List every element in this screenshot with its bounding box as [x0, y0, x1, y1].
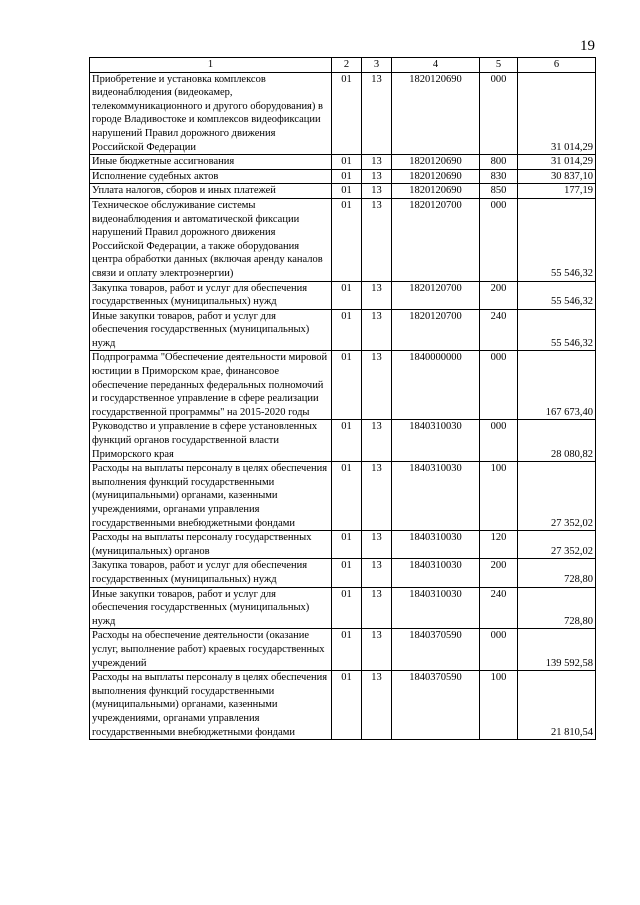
row-code-cell: 01 — [332, 72, 362, 155]
row-amount-cell: 55 546,32 — [518, 309, 596, 351]
header-cell: 2 — [332, 58, 362, 73]
row-code-cell: 000 — [480, 72, 518, 155]
table-row — [90, 198, 596, 281]
header-cell: 5 — [480, 58, 518, 73]
header-row — [90, 58, 596, 73]
table-row — [90, 420, 596, 462]
table-row — [90, 309, 596, 351]
table-row — [90, 72, 596, 155]
row-name-cell: Расходы на выплаты персоналу в целях обеспечения выполнения функций государственными (муниципальными) органами, казенными учреждениями, органами управления государственными внебюджетными фондами — [90, 671, 332, 740]
row-code-cell: 1840370590 — [392, 671, 480, 740]
row-amount-cell: 139 592,58 — [518, 629, 596, 671]
row-code-cell: 13 — [362, 671, 392, 740]
row-code-cell: 13 — [362, 351, 392, 420]
row-name-cell: Уплата налогов, сборов и иных платежей — [90, 184, 332, 199]
table-row — [90, 629, 596, 671]
row-name-cell: Иные закупки товаров, работ и услуг для обеспечения государственных (муниципальных) нужд — [90, 309, 332, 351]
row-code-cell: 800 — [480, 155, 518, 170]
row-code-cell: 01 — [332, 420, 362, 462]
table-row — [90, 462, 596, 531]
page-number: 19 — [580, 38, 595, 54]
row-code-cell: 100 — [480, 462, 518, 531]
header-cell: 1 — [90, 58, 332, 73]
row-code-cell: 01 — [332, 184, 362, 199]
row-code-cell: 1820120690 — [392, 155, 480, 170]
row-code-cell: 1820120690 — [392, 72, 480, 155]
row-code-cell: 01 — [332, 309, 362, 351]
row-code-cell: 1820120700 — [392, 309, 480, 351]
row-amount-cell: 728,80 — [518, 587, 596, 629]
row-code-cell: 850 — [480, 184, 518, 199]
row-code-cell: 13 — [362, 587, 392, 629]
table-row — [90, 671, 596, 740]
row-code-cell: 13 — [362, 155, 392, 170]
row-code-cell: 13 — [362, 629, 392, 671]
row-amount-cell: 177,19 — [518, 184, 596, 199]
table-row — [90, 587, 596, 629]
row-name-cell: Иные закупки товаров, работ и услуг для обеспечения государственных (муниципальных) нужд — [90, 587, 332, 629]
row-code-cell: 100 — [480, 671, 518, 740]
row-amount-cell: 27 352,02 — [518, 462, 596, 531]
row-code-cell: 000 — [480, 198, 518, 281]
row-code-cell: 01 — [332, 281, 362, 309]
row-code-cell: 1820120700 — [392, 281, 480, 309]
row-code-cell: 1840310030 — [392, 587, 480, 629]
row-name-cell: Закупка товаров, работ и услуг для обеспечения государственных (муниципальных) нужд — [90, 281, 332, 309]
row-code-cell: 13 — [362, 531, 392, 559]
row-code-cell: 01 — [332, 587, 362, 629]
row-code-cell: 01 — [332, 169, 362, 184]
row-code-cell: 01 — [332, 559, 362, 587]
row-code-cell: 1840310030 — [392, 420, 480, 462]
row-code-cell: 240 — [480, 309, 518, 351]
row-name-cell: Иные бюджетные ассигнования — [90, 155, 332, 170]
row-name-cell: Техническое обслуживание системы видеонаблюдения и автоматической фиксации нарушений Правил дорожного движения Российской Федерации, а также оборудования центра обработки данных (включая аренду каналов связи и оплату электроэнергии) — [90, 198, 332, 281]
row-code-cell: 01 — [332, 155, 362, 170]
table-row — [90, 281, 596, 309]
row-code-cell: 13 — [362, 559, 392, 587]
row-code-cell: 13 — [362, 281, 392, 309]
table-row — [90, 155, 596, 170]
row-code-cell: 01 — [332, 531, 362, 559]
row-amount-cell: 55 546,32 — [518, 281, 596, 309]
row-name-cell: Руководство и управление в сфере установленных функций органов государственной власти Приморского края — [90, 420, 332, 462]
row-code-cell: 01 — [332, 671, 362, 740]
row-name-cell: Закупка товаров, работ и услуг для обеспечения государственных (муниципальных) нужд — [90, 559, 332, 587]
row-code-cell: 120 — [480, 531, 518, 559]
row-code-cell: 200 — [480, 559, 518, 587]
row-amount-cell: 28 080,82 — [518, 420, 596, 462]
row-code-cell: 1840000000 — [392, 351, 480, 420]
row-name-cell: Подпрограмма "Обеспечение деятельности мировой юстиции в Приморском крае, финансовое обеспечение переданных федеральных полномочий и государственное управление в сфере реализации государственной программы" на 2015-2020 годы — [90, 351, 332, 420]
header-cell: 6 — [518, 58, 596, 73]
row-amount-cell: 27 352,02 — [518, 531, 596, 559]
row-code-cell: 13 — [362, 184, 392, 199]
row-code-cell: 1840310030 — [392, 559, 480, 587]
row-code-cell: 200 — [480, 281, 518, 309]
row-code-cell: 000 — [480, 629, 518, 671]
row-code-cell: 830 — [480, 169, 518, 184]
row-amount-cell: 31 014,29 — [518, 72, 596, 155]
row-code-cell: 240 — [480, 587, 518, 629]
row-code-cell: 13 — [362, 169, 392, 184]
row-name-cell: Расходы на выплаты персоналу государственных (муниципальных) органов — [90, 531, 332, 559]
row-amount-cell: 167 673,40 — [518, 351, 596, 420]
row-code-cell: 1820120690 — [392, 169, 480, 184]
row-code-cell: 13 — [362, 462, 392, 531]
table-row — [90, 169, 596, 184]
header-cell: 3 — [362, 58, 392, 73]
row-code-cell: 13 — [362, 420, 392, 462]
row-code-cell: 1840310030 — [392, 462, 480, 531]
row-code-cell: 01 — [332, 351, 362, 420]
row-code-cell: 01 — [332, 462, 362, 531]
row-code-cell: 13 — [362, 72, 392, 155]
table-row — [90, 351, 596, 420]
row-code-cell: 1840370590 — [392, 629, 480, 671]
row-code-cell: 01 — [332, 198, 362, 281]
row-amount-cell: 21 810,54 — [518, 671, 596, 740]
row-amount-cell: 728,80 — [518, 559, 596, 587]
row-code-cell: 01 — [332, 629, 362, 671]
row-name-cell: Расходы на выплаты персоналу в целях обеспечения выполнения функций государственными (муниципальными) органами, казенными учреждениями, органами управления государственными внебюджетными фондами — [90, 462, 332, 531]
header-cell: 4 — [392, 58, 480, 73]
row-name-cell: Приобретение и установка комплексов видеонаблюдения (видеокамер, телекоммуникационного и другого оборудования) в городе Владивостоке и комплексов видеофиксации нарушений Правил дорожного движения Российской Федерации — [90, 72, 332, 155]
row-code-cell: 000 — [480, 351, 518, 420]
row-name-cell: Исполнение судебных актов — [90, 169, 332, 184]
table-row — [90, 559, 596, 587]
row-amount-cell: 31 014,29 — [518, 155, 596, 170]
row-code-cell: 1840310030 — [392, 531, 480, 559]
table-row — [90, 184, 596, 199]
row-code-cell: 1820120700 — [392, 198, 480, 281]
row-code-cell: 1820120690 — [392, 184, 480, 199]
row-code-cell: 000 — [480, 420, 518, 462]
table-row — [90, 531, 596, 559]
row-name-cell: Расходы на обеспечение деятельности (оказание услуг, выполнение работ) краевых государственных учреждений — [90, 629, 332, 671]
row-amount-cell: 30 837,10 — [518, 169, 596, 184]
budget-table — [89, 57, 596, 740]
row-amount-cell: 55 546,32 — [518, 198, 596, 281]
row-code-cell: 13 — [362, 309, 392, 351]
row-code-cell: 13 — [362, 198, 392, 281]
